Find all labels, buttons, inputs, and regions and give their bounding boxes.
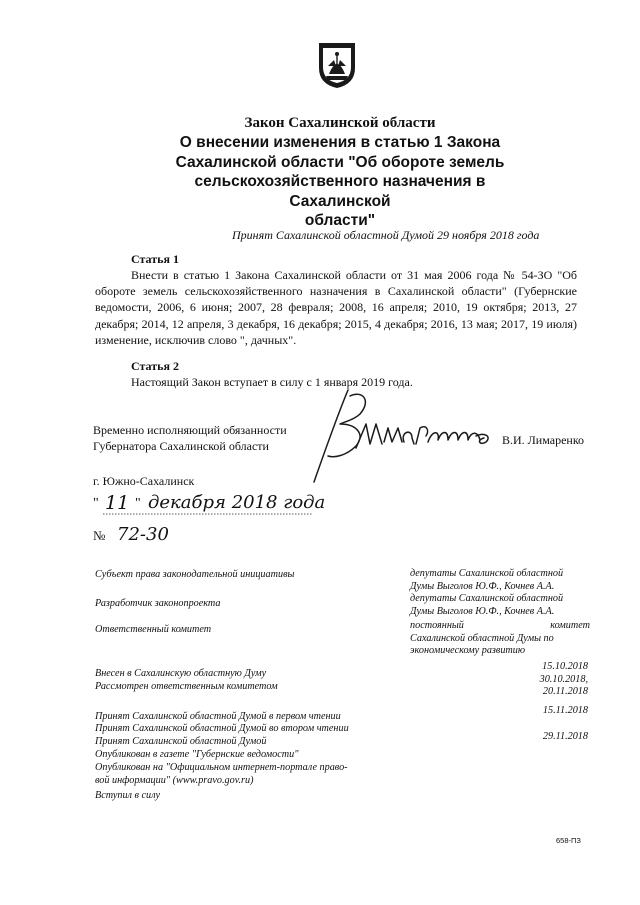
number-label: № [93,528,106,543]
subject-label: Субъект права законодательной инициативы [95,569,295,580]
article-1-heading: Статья 1 [131,252,179,266]
subject-value-line-2: Думы Выголов Ю.Ф., Кочнев А.А. [410,580,555,592]
governor-title-line-2: Губернатора Сахалинской области [93,439,269,453]
committee-label: Ответственный комитет [95,624,212,635]
date-quote-close: " [135,496,141,511]
first-reading-label: Принят Сахалинской областной Думой в первом чтении [95,711,341,722]
newspaper-label: Опубликован в газете "Губернские ведомости" [95,749,299,760]
adopted-label: Принят Сахалинской областной Думой [95,736,267,747]
date-introduced: 15.10.2018 [542,661,588,672]
law-number [93,524,213,546]
city: г. Южно-Сахалинск [93,474,195,488]
committee-value [410,620,590,658]
portal-label-line-2: вой информации" (www.pravo.gov.ru) [95,774,254,786]
law-heading: Закон Сахалинской области [244,115,436,131]
number-value: 72-30 [117,524,169,545]
effect-label: Вступил в силу [95,790,160,801]
governor-title-line-1: Временно исполняющий обязанности [93,423,287,437]
article-1-text: Внести в статью 1 Закона Сахалинской области от 31 мая 2006 года № 54-ЗО "Об обороте земель сельскохозяйственного назначения в Сахалинской области" (Губернские ведомости, 2006, 6 июня; 2007, 28 февраля; 2008, 16 апреля; 2010, 19 октября; 2013, 27 декабря; 2014, 12 апреля, 3 декабря, 16 декабря; 2015, 4 декабря; 2016, 13 мая; 2017, 19 июля) изменение, исключив слово ", дачных". [95,268,577,347]
review-dates [470,661,588,699]
date-reviewed-1: 30.10.2018, [539,673,588,685]
document-code: 658-ПЗ [556,836,581,845]
developer-value [410,593,590,618]
law-subject-line-4: области" [304,212,376,229]
developer-value-line-2: Думы Выголов Ю.Ф., Кочнев А.А. [410,605,555,617]
signing-date [93,492,326,518]
date-quote-open: " [93,496,99,511]
adoption-note: Принят Сахалинской областной Думой 29 ноября 2018 года [232,228,540,242]
date-underline-icon [103,511,313,517]
committee-value-line-2: Сахалинской областной Думы по [410,632,554,644]
date-first-reading: 15.11.2018 [542,705,588,716]
governor-title [93,422,287,454]
reviewed-label: Рассмотрен ответственным комитетом [95,681,278,692]
second-reading-label: Принят Сахалинской областной Думой во втором чтении [95,723,349,734]
signature-icon [300,384,500,488]
developer-label: Разработчик законопроекта [95,598,221,609]
date-day: 11 [105,492,130,514]
article-2-heading: Статья 2 [131,359,179,373]
introduced-label: Внесен в Сахалинскую областную Думу [95,668,267,679]
law-subject-line-1: О внесении изменения в статью 1 Закона [179,134,501,151]
date-adopted: 29.11.2018 [542,731,588,742]
committee-value-line-3: экономическому развитию [410,645,526,657]
subject-value-line-1: депутаты Сахалинской областной [410,568,564,579]
document-title [150,114,530,231]
date-reviewed-2: 20.11.2018 [542,686,588,698]
article-2-text: Настоящий Закон вступает в силу с 1 января 2019 года. [131,375,413,389]
law-subject-line-3: сельскохозяйственного назначения в Сахалинской [194,173,486,210]
governor-name: В.И. Лимаренко [502,433,585,447]
committee-value-line-1: постоянный комитет [410,620,590,631]
portal-label [95,762,348,787]
portal-label-line-1: Опубликован на "Официальном интернет-портале право- [95,762,348,773]
subject-value [410,568,590,593]
coat-of-arms-icon [316,40,358,90]
developer-value-line-1: депутаты Сахалинской областной [410,593,564,604]
date-month-year: декабря 2018 года [148,492,326,513]
law-subject-line-2: Сахалинской области "Об обороте земель [175,153,505,171]
